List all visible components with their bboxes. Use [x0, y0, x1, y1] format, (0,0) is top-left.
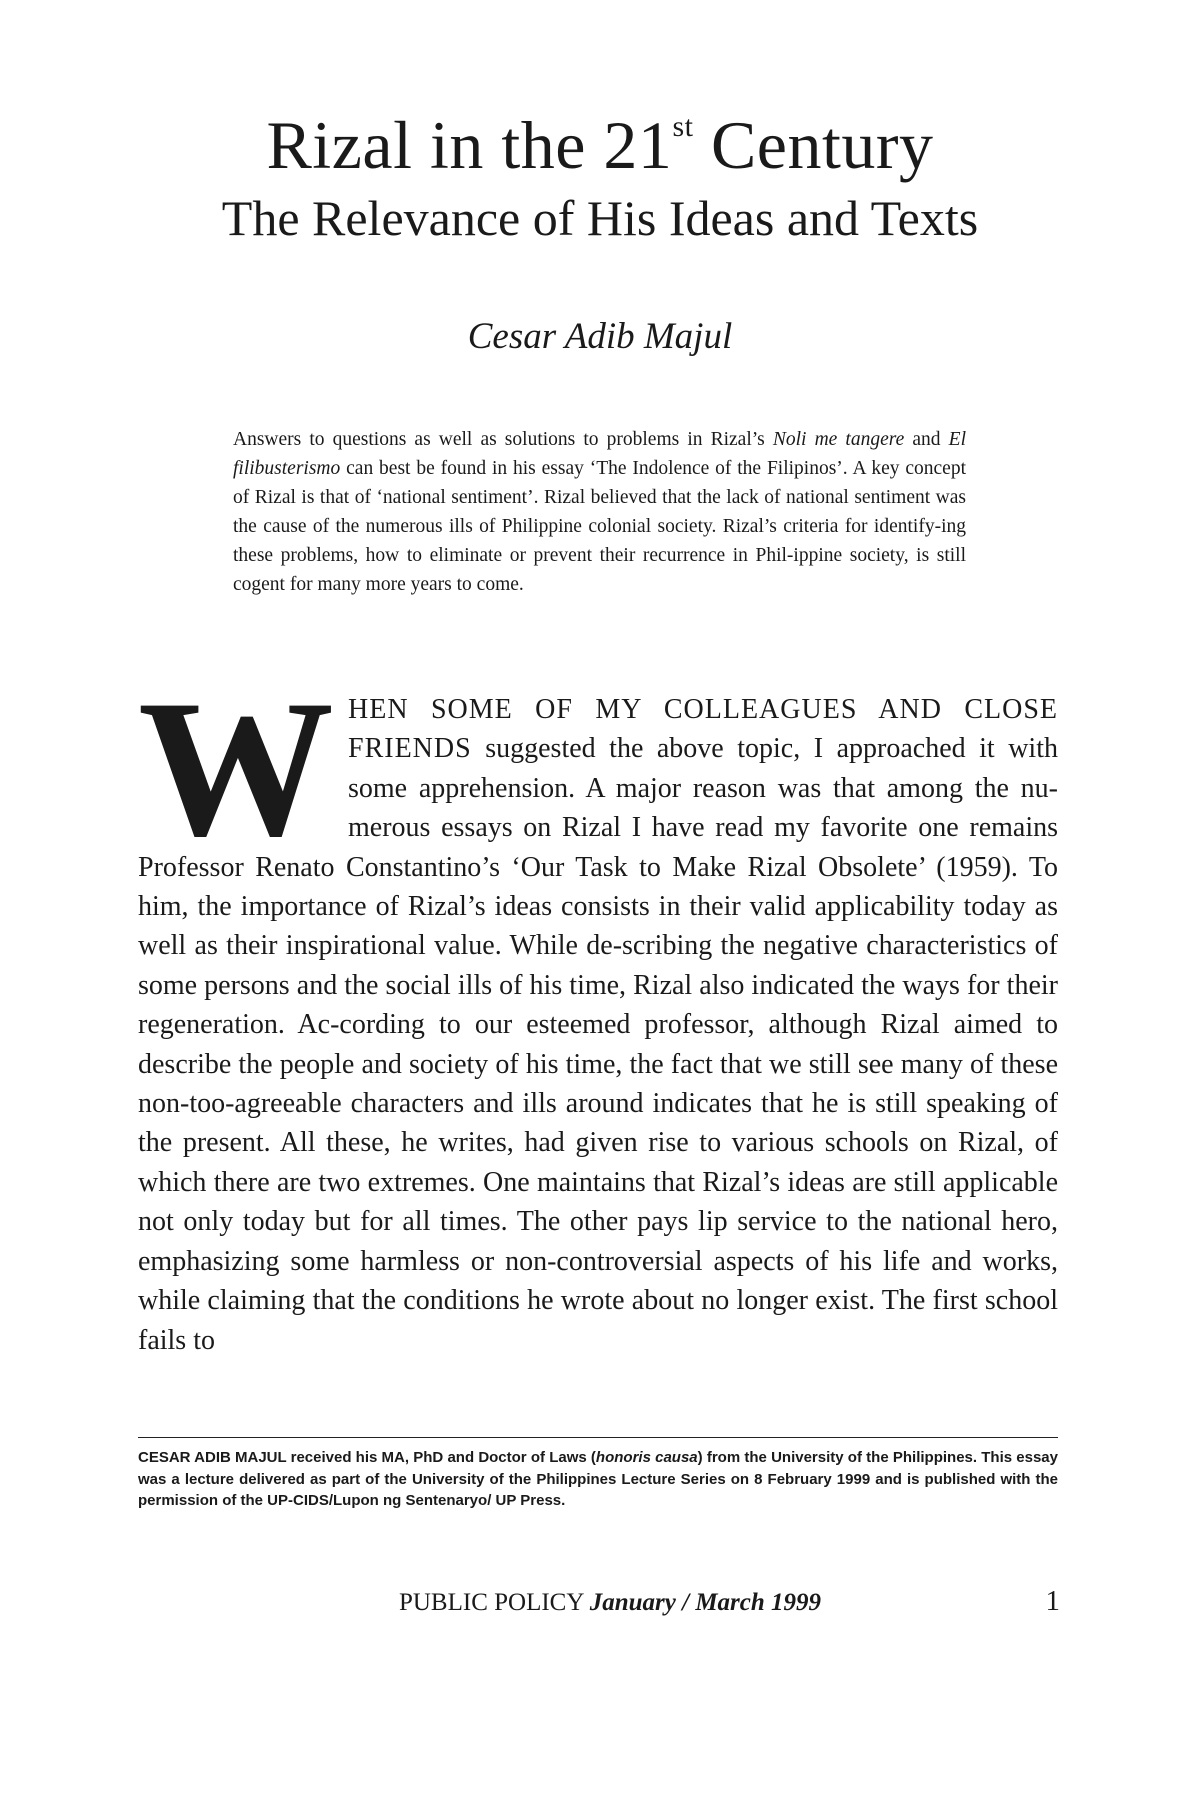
footnote-rule [138, 1437, 1058, 1438]
abstract-part-1: Answers to questions as well as solutions to problems in Rizal’s [233, 429, 773, 450]
journal-name: PUBLIC POLICY [398, 1589, 590, 1616]
article-subtitle: The Relevance of His Ideas and Texts [221, 190, 979, 246]
footnote-part-2: ) from the University of the Philippines. This essay was a lecture delivered as part of the University of the Philippines Lecture Series on 8 February 1999 and is published with the permission of the UP-CIDS/Lupon ng Sentenaryo/ UP Press. [138, 1449, 1058, 1509]
journal-issue: January / March 1999 [589, 1589, 822, 1616]
footnote-italic: honoris causa [595, 1449, 698, 1466]
abstract-part-3: can best be found in his essay ‘The Indolence of the Filipinos’. A key concept of Rizal is that of ‘national sentiment’. Rizal believed that the lack of national sentiment was the cause of the numerous ills of Philippine colonial society. Rizal’s criteria for identify-ing these problems, how to eliminate or prevent their recurrence in Phil-ippine society, is still cogent for many more years to come. [233, 458, 966, 595]
body-text [138, 660, 1058, 1360]
body-paragraph: suggested the above topic, I approached it with some apprehension. A major reason was that among the nu-merous essays on Rizal I have read my favorite one remains Professor Renato Constantino’s ‘Our Task to Make Rizal Obsolete’ (1959). To him, the importance of Rizal’s ideas consists in their valid applicability today as well as their inspirational value. While de-scribing the negative characteristics of some persons and the social ills of his time, Rizal also indicated the ways for their regeneration. Ac-cording to our esteemed professor, although Rizal aimed to describe the people and society of his time, the fact that we still see many of these non-too-agreeable characters and ills around indicates that he is still speaking of the present. All these, he writes, had given rise to various schools on Rizal, of which there are two extremes. One maintains that Rizal’s ideas are still applicable not only today but for all times. The other pays lip service to the national hero, emphasizing some harmless or non-controversial aspects of his life and works, while claiming that the conditions he wrote about no longer exist. The first school fails to [138, 733, 1058, 1356]
article-title [140, 105, 1060, 185]
title-block [140, 105, 1060, 249]
page-number: 1 [1045, 1585, 1060, 1617]
author-name: Cesar Adib Majul [467, 316, 733, 357]
abstract [233, 425, 966, 599]
footnote-part-1: CESAR ADIB MAJUL received his MA, PhD and Doctor of Laws ( [138, 1449, 596, 1466]
abstract-fili-title: El filibusterismo [233, 429, 967, 479]
title-superscript: st [672, 110, 694, 143]
title-main-end: Century [693, 107, 934, 183]
title-main-text: Rizal in the 21 [266, 107, 673, 183]
drop-cap: W [138, 660, 334, 877]
running-footer [350, 1587, 870, 1619]
lead-in: HEN SOME OF MY COLLEAGUES AND CLOSE FRIENDS [348, 694, 1058, 765]
abstract-part-2: and [904, 429, 949, 450]
author-footnote [138, 1447, 1058, 1512]
abstract-noli-title: Noli me tangere [772, 429, 905, 450]
